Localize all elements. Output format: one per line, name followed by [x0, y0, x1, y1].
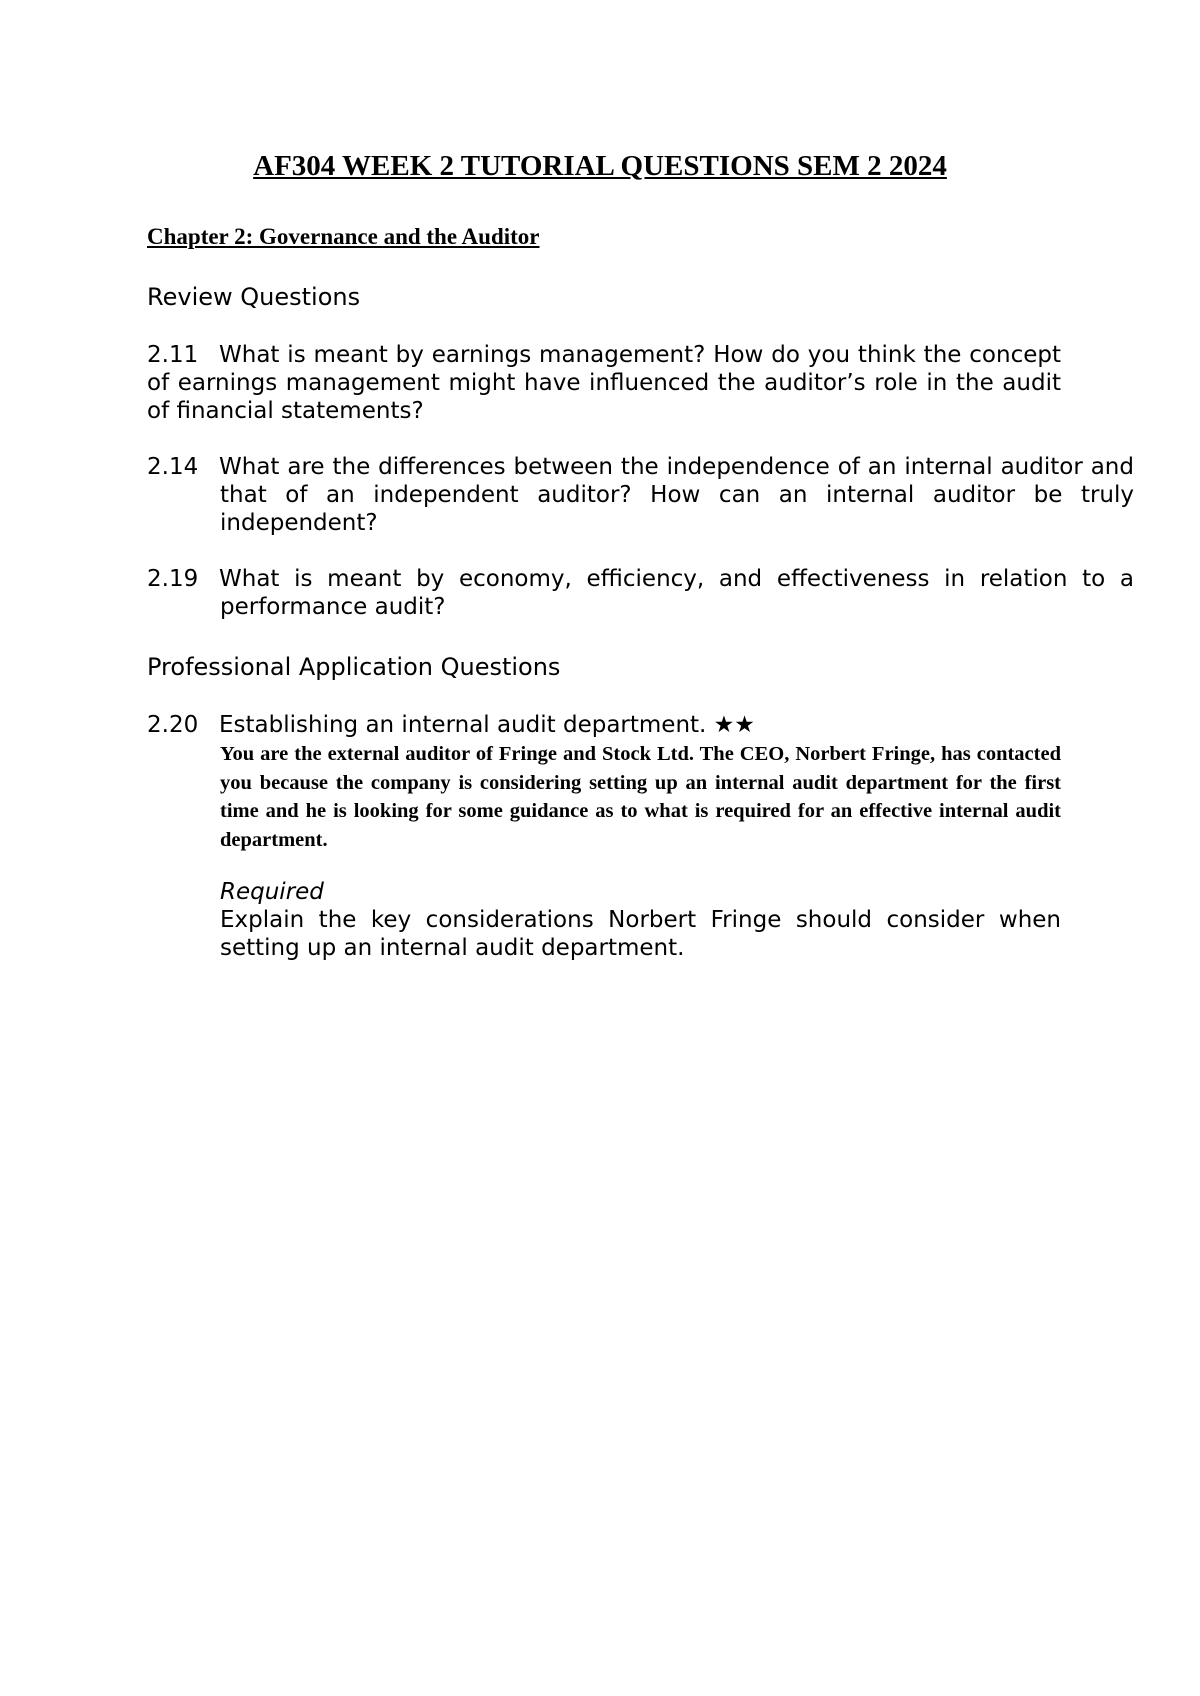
question-2-14 — [147, 453, 1134, 537]
question-text: What are the differences between the independence of an internal auditor and that of an independent auditor? How can an internal auditor be truly independent? — [219, 454, 1134, 536]
question-2-19 — [147, 565, 1134, 621]
question-text: What is meant by earnings management? How do you think the concept of earnings management might have influenced the auditor’s role in the audit of financial statements? — [147, 342, 1061, 424]
question-2-20 — [147, 711, 1134, 739]
question-number: 2.19 — [147, 566, 199, 592]
professional-questions-heading: Professional Application Questions — [147, 653, 561, 681]
question-number: 2.20 — [147, 712, 199, 738]
case-scenario-text: You are the external auditor of Fringe and Stock Ltd. The CEO, Norbert Fringe, has contacted you because the company is considering setting up an internal audit department for the first time and he is looking for some guidance as to what is required for an effective internal audit department. — [220, 743, 1061, 851]
question-2-11 — [147, 341, 1061, 425]
required-label: Required — [220, 879, 324, 905]
required-text: Explain the key considerations Norbert Fringe should consider when setting up an internal audit department. — [220, 907, 1061, 961]
review-questions-heading: Review Questions — [147, 283, 361, 311]
chapter-heading: Chapter 2: Governance and the Auditor — [147, 224, 540, 249]
question-number: 2.11 — [147, 342, 199, 368]
question-number: 2.14 — [147, 454, 199, 480]
document-title: AF304 WEEK 2 TUTORIAL QUESTIONS SEM 2 2024 — [253, 150, 947, 182]
question-title: Establishing an internal audit department. ★★ — [219, 712, 755, 738]
question-text: What is meant by economy, efficiency, and effectiveness in relation to a performance audit? — [219, 566, 1134, 620]
